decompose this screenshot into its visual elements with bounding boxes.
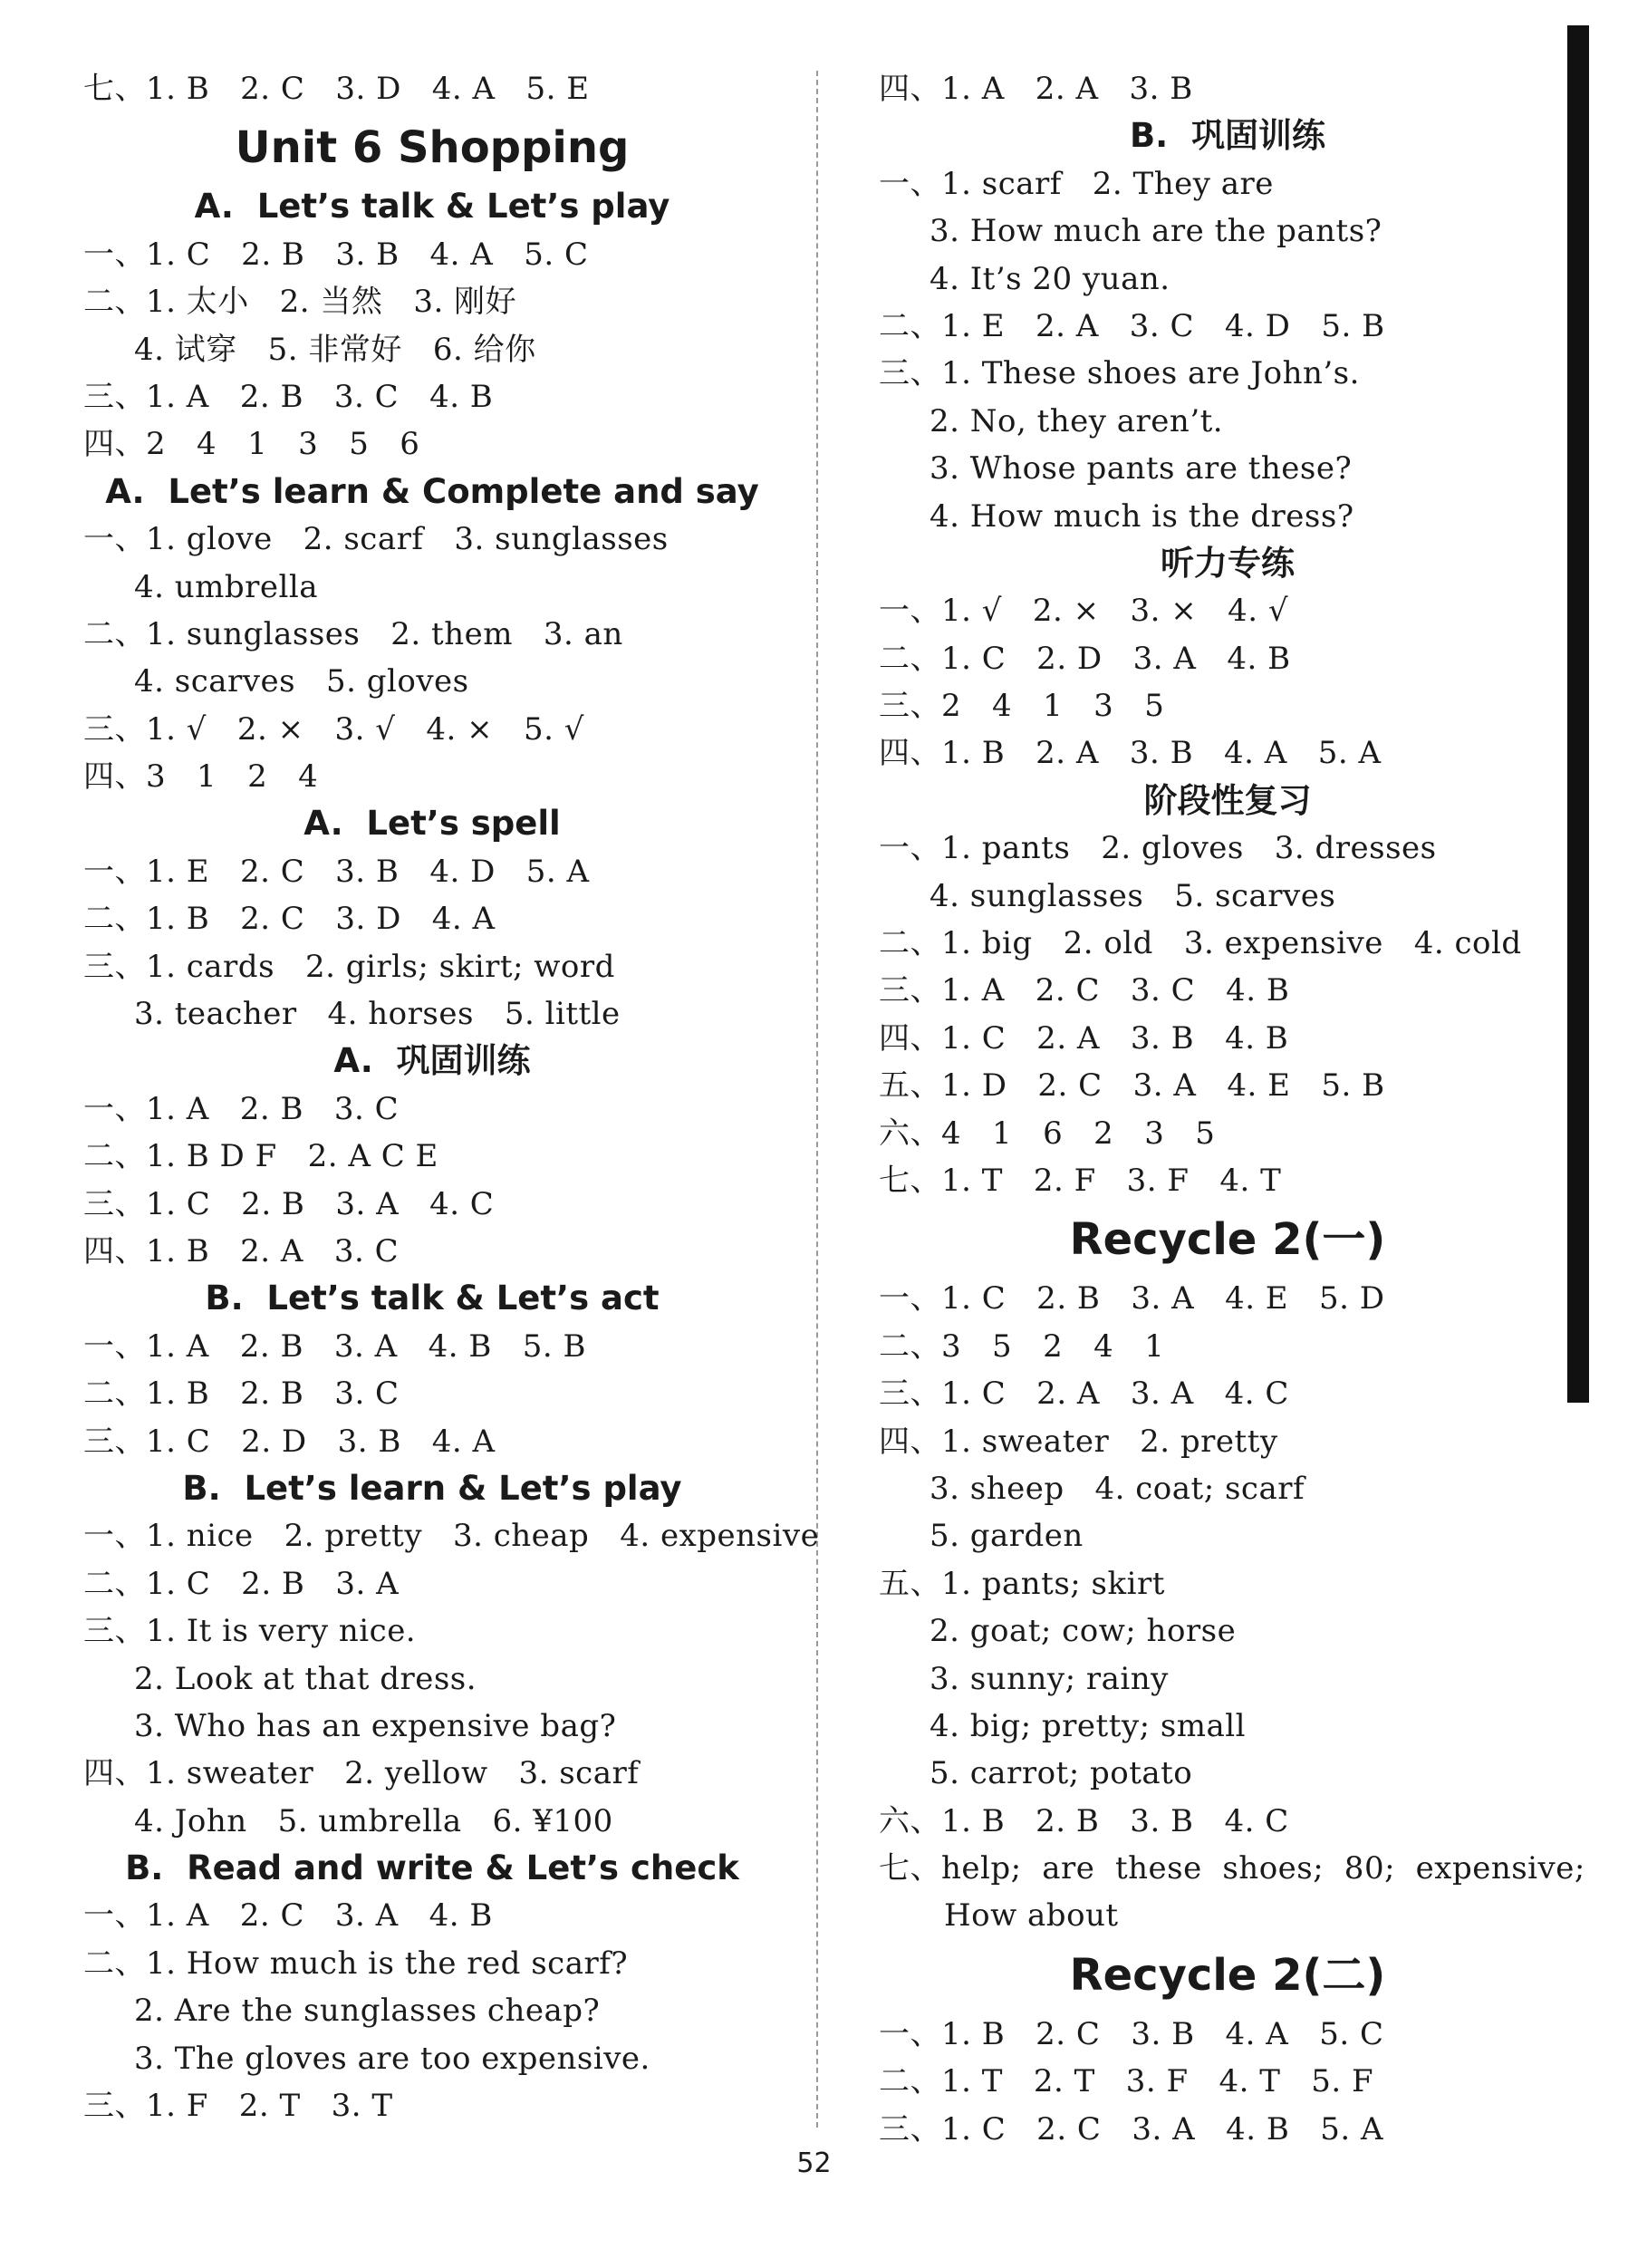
answer-line: 三、1. C 2. C 3. A 4. B 5. A — [879, 2110, 1384, 2147]
answer-line: 三、1. C 2. A 3. A 4. C — [879, 1375, 1289, 1413]
answer-line: 5. carrot; potato — [930, 1755, 1193, 1792]
section-heading: A. Let’s learn & Complete and say — [105, 471, 759, 511]
answer-line: 3. How much are the pants? — [930, 213, 1382, 250]
answer-line: 一、1. A 2. B 3. A 4. B 5. B — [83, 1327, 586, 1365]
answer-line: 4. big; pretty; small — [930, 1707, 1247, 1744]
section-heading: A. 巩固训练 — [333, 1041, 531, 1081]
answer-line: 一、1. C 2. B 3. B 4. A 5. C — [83, 236, 589, 273]
answer-line: 一、1. C 2. B 3. A 4. E 5. D — [879, 1280, 1385, 1317]
answer-line: 一、1. scarf 2. They are — [879, 165, 1274, 202]
section-title: Recycle 2(一) — [1069, 1214, 1386, 1266]
answer-line: How about — [944, 1897, 1119, 1935]
answer-line: 三、1. √ 2. × 3. √ 4. × 5. √ — [83, 710, 584, 748]
answer-line: 4. 试穿 5. 非常好 6. 给你 — [134, 331, 536, 368]
answer-line: 2. goat; cow; horse — [930, 1613, 1237, 1650]
answer-line: 四、1. A 2. A 3. B — [879, 71, 1193, 107]
section-heading: 听力专练 — [1161, 543, 1295, 583]
answer-line: 三、1. A 2. B 3. C 4. B — [83, 378, 494, 415]
right-column — [879, 65, 1585, 2153]
answer-line: 三、1. cards 2. girls; skirt; word — [83, 948, 615, 985]
answer-line: 三、1. C 2. D 3. B 4. A — [83, 1423, 496, 1460]
section-title: Unit 6 Shopping — [235, 122, 630, 174]
answer-line: 三、1. It is very nice. — [83, 1613, 417, 1650]
answer-line: 二、3 5 2 4 1 — [879, 1327, 1165, 1365]
section-heading: B. Read and write & Let’s check — [125, 1848, 739, 1888]
section-heading: B. Let’s learn & Let’s play — [182, 1468, 682, 1508]
page-number: 52 — [796, 2147, 832, 2179]
answer-line: 二、1. E 2. A 3. C 4. D 5. B — [879, 307, 1385, 344]
answer-line: 七、help; are these shoes; 80; expensive; — [879, 1850, 1585, 1887]
answer-line: 三、1. C 2. B 3. A 4. C — [83, 1185, 495, 1222]
answer-line: 二、1. big 2. old 3. expensive 4. cold — [879, 925, 1522, 962]
answer-line: 四、1. B 2. A 3. C — [83, 1232, 400, 1269]
answer-line: 2. No, they aren’t. — [930, 402, 1224, 439]
answer-line: 一、1. glove 2. scarf 3. sunglasses — [83, 521, 669, 558]
answer-line: 六、1. B 2. B 3. B 4. C — [879, 1802, 1289, 1839]
answer-line: 3. Who has an expensive bag? — [134, 1707, 617, 1744]
answer-line: 二、1. How much is the red scarf? — [83, 1945, 629, 1982]
answer-line: 六、4 1 6 2 3 5 — [879, 1115, 1216, 1152]
section-heading: A. Let’s spell — [303, 804, 561, 844]
answer-line: 三、2 4 1 3 5 — [879, 688, 1165, 725]
answer-line: 3. sunny; rainy — [930, 1660, 1169, 1697]
section-heading: B. 巩固训练 — [1129, 116, 1326, 156]
answer-line: 3. The gloves are too expensive. — [134, 2040, 650, 2077]
answer-line: 二、1. 太小 2. 当然 3. 刚好 — [83, 284, 517, 321]
answer-line: 二、1. sunglasses 2. them 3. an — [83, 615, 623, 652]
section-title: Recycle 2(二) — [1069, 1949, 1386, 2001]
answer-line: 四、1. sweater 2. yellow 3. scarf — [83, 1755, 640, 1792]
section-heading: 阶段性复习 — [1143, 780, 1312, 820]
answer-line: 一、1. B 2. C 3. B 4. A 5. C — [879, 2015, 1384, 2052]
answer-line: 4. umbrella — [134, 568, 319, 605]
answer-line: 二、1. C 2. D 3. A 4. B — [879, 640, 1291, 677]
answer-line: 3. Whose pants are these? — [930, 450, 1353, 487]
section-heading: B. Let’s talk & Let’s act — [205, 1279, 660, 1318]
answer-line: 2. Are the sunglasses cheap? — [134, 1993, 601, 2030]
answer-line: 一、1. nice 2. pretty 3. cheap 4. expensive — [83, 1518, 820, 1555]
answer-line: 一、1. √ 2. × 3. × 4. √ — [879, 593, 1289, 630]
answer-line: 一、1. E 2. C 3. B 4. D 5. A — [83, 853, 590, 890]
answer-line: 四、3 1 2 4 — [83, 758, 319, 796]
section-heading: A. Let’s talk & Let’s play — [194, 187, 670, 227]
answer-line: 一、1. A 2. C 3. A 4. B — [83, 1897, 493, 1935]
answer-line: 二、1. B 2. C 3. D 4. A — [83, 901, 496, 938]
answer-line: 二、1. B D F 2. A C E — [83, 1138, 438, 1175]
answer-line: 五、1. D 2. C 3. A 4. E 5. B — [879, 1067, 1385, 1105]
answer-line: 七、1. T 2. F 3. F 4. T — [879, 1162, 1282, 1199]
answer-line: 二、1. B 2. B 3. C — [83, 1375, 400, 1413]
answer-line: 一、1. A 2. B 3. C — [83, 1090, 400, 1127]
left-column — [83, 65, 820, 2129]
answer-line: 3. sheep 4. coat; scarf — [930, 1470, 1305, 1507]
answer-line: 4. It’s 20 yuan. — [930, 260, 1170, 297]
answer-line: 4. How much is the dress? — [930, 497, 1354, 535]
answer-line: 3. teacher 4. horses 5. little — [134, 996, 621, 1033]
answer-line: 四、1. sweater 2. pretty — [879, 1423, 1278, 1460]
answer-line: 4. sunglasses 5. scarves — [930, 877, 1336, 914]
answer-line: 4. John 5. umbrella 6. ¥100 — [134, 1802, 613, 1839]
answer-line: 四、1. B 2. A 3. B 4. A 5. A — [879, 735, 1382, 772]
answer-line: 二、1. T 2. T 3. F 4. T 5. F — [879, 2063, 1374, 2100]
answer-line: 三、1. These shoes are John’s. — [879, 355, 1360, 392]
column-divider — [816, 71, 818, 2128]
answer-line: 三、1. F 2. T 3. T — [83, 2088, 393, 2125]
answer-line: 4. scarves 5. gloves — [134, 663, 469, 700]
answer-line: 四、2 4 1 3 5 6 — [83, 426, 420, 463]
answer-line: 四、1. C 2. A 3. B 4. B — [879, 1019, 1289, 1057]
answer-line: 二、1. C 2. B 3. A — [83, 1565, 400, 1602]
answer-line: 三、1. A 2. C 3. C 4. B — [879, 972, 1290, 1009]
answer-line: 一、1. pants 2. gloves 3. dresses — [879, 830, 1437, 867]
answer-line: 五、1. pants; skirt — [879, 1565, 1165, 1602]
answer-line: 5. garden — [930, 1518, 1084, 1555]
answer-line: 2. Look at that dress. — [134, 1660, 477, 1697]
answer-line: 七、1. B 2. C 3. D 4. A 5. E — [83, 71, 590, 107]
